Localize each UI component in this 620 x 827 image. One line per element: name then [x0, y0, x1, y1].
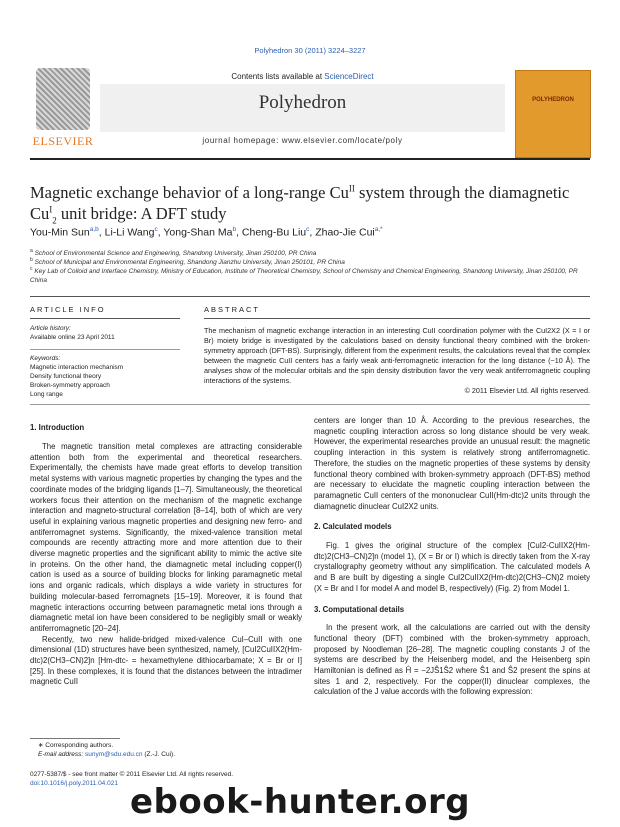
- section-heading-introduction: 1. Introduction: [30, 423, 85, 432]
- body-rule: [30, 404, 590, 405]
- watermark-text: ebook-hunter.org: [130, 782, 471, 822]
- author-name[interactable]: You-Min Sun: [30, 226, 90, 239]
- author-name[interactable]: Zhao-Jie Cui: [315, 226, 375, 239]
- copyright-notice: © 2011 Elsevier Ltd. All rights reserved.: [464, 386, 590, 395]
- author-name[interactable]: Cheng-Bu Liu: [241, 226, 307, 239]
- abstract-rule: [204, 318, 590, 319]
- article-title: Magnetic exchange behavior of a long-range $Cu^{II}$ system through the diamagnetic $Cu^I_2$ unit bridge: A DFT study: [30, 183, 570, 226]
- author-list: You-Min Sun$^{a,b}$, Li-Li Wang$^c$, Yong-Shan Ma$^b$, Cheng-Bu Liu$^c$, Zhao-Jie Cui$^{a,*}$: [30, 226, 383, 239]
- affiliation-c: $^c$ Key Lab of Colloid and Interface Chemistry, Ministry of Education, Institute of Theoretical Chemistry, School of Chemistry and Chemical Engineering, Shandong University, Jinan 250100, PR China: [30, 266, 578, 285]
- journal-homepage[interactable]: journal homepage: www.elsevier.com/locate/poly: [202, 136, 403, 145]
- author-name[interactable]: Li-Li Wang: [104, 226, 155, 239]
- author-name[interactable]: Yong-Shan Ma: [163, 226, 233, 239]
- info-divider: [30, 349, 180, 350]
- affiliation-a: $^a$ School of Environmental Science and Engineering, Shandong University, Jinan 250100, PR China: [30, 248, 317, 258]
- section-heading-models: 2. Calculated models: [314, 522, 392, 532]
- footnote-rule: [30, 738, 120, 739]
- cover-title: POLYHEDRON: [532, 97, 574, 103]
- keyword[interactable]: Broken-symmetry approach: [30, 382, 110, 389]
- elsevier-tree-icon: [36, 68, 90, 130]
- article-info-heading: ARTICLE INFO: [30, 305, 106, 314]
- abstract-heading: ABSTRACT: [204, 305, 261, 314]
- section-rule: [30, 296, 590, 297]
- section-heading-computational: 3. Computational details: [314, 604, 405, 614]
- keyword[interactable]: Long range: [30, 391, 63, 398]
- info-rule: [30, 318, 180, 319]
- abstract-body: The mechanism of magnetic exchange interaction in an interesting CuII coordination polymer with the CuI2X2 (X = I or Br) moiety bridge is investigated by the calculations based on density functional theory combined with the broken-symmetry approach (DFT-BS). Surprisingly, different from the experiment results, the calculations reveal that the complex between the magnetic CuII centers has a fairly weak anti-ferromagnetic interaction for the long distance (~10 Å). The analyses show of the molecular orbitals and the spin density distribution favor the very weak antiferromagnetic coupling interactions of the systems. © 2011 Elsevier Ltd. All rights reserved.: [204, 326, 590, 395]
- keyword[interactable]: Magnetic interaction mechanism: [30, 364, 124, 371]
- elsevier-logo: [30, 68, 96, 154]
- sciencedirect-link[interactable]: ScienceDirect: [324, 72, 374, 81]
- article-history: Article history: Available online 23 April 2011: [30, 325, 115, 341]
- keyword[interactable]: Density functional theory: [30, 373, 102, 380]
- header-rule: [30, 158, 590, 160]
- affiliation-b: $^b$ School of Municipal and Environmental Engineering, Shandong Jianzhu University, Jinan 250101, PR China: [30, 257, 345, 267]
- elsevier-wordmark: ELSEVIER: [32, 134, 94, 148]
- intro-text: The magnetic transition metal complexes are attracting considerable attention both from the experimental and theoretical researchers. Experimentally, the chemists have made great efforts to develop transition metal systems with various magnetic properties by changing the types and the coordinate modes of the bridging ligands [1–7]. Simultaneously, the theoretical workers focus their attention on the mechanism of the magnetic exchange interaction and magneto-structural correlation [8–14], both of which are very useful in explaining various magnetic properties and designing new ferro- and antiferromagnet systems. Significantly, the mixed-valence transition metal compounds are recently attracting more and more attention due to their diverse magnetic properties and the significant ability to mimic the active site in proteins. On the other hand, the diamagnetic metal including copper(I) cation is used as a source of building blocks for linking paramagnetic metal ions and organic radicals, which displays a wide variety in structures for building molecular-based ferromagnets [15–19]. Moreover, it is found that magnetic interactions occurring between paramagnetic metal ions through a diamagnetic metal ion have been considered to be negligibly small or weakly antiferromagnetic [20–24]. Recently, two new halide-bridged mixed-valence CuI–CuII with one dimensional (1D) structures have been synthesized, namely, [CuI2CuIIX2(Hm-dtc)2(CH3–CN)2]n [Hm-dtc- = hexamethylene dithiocarbamate; X = Br or I] [25]. In these complexes, it is found that the distances between the intradimer magnetic CuII: [30, 442, 302, 687]
- doi-link[interactable]: doi:10.1016/j.poly.2011.04.021: [30, 780, 118, 787]
- issn-line: 0277-5387/$ - see front matter © 2011 Elsevier Ltd. All rights reserved.: [30, 771, 234, 778]
- email-link[interactable]: sunym@sdu.edu.cn: [84, 751, 143, 758]
- journal-reference[interactable]: Polyhedron 30 (2011) 3224–3227: [254, 46, 366, 55]
- keywords-block: Keywords: Magnetic interaction mechanism Density functional theory Broken-symmetry approach Long range: [30, 354, 180, 399]
- corresponding-footnote: ∗ Corresponding authors. E-mail address: sunym@sdu.edu.cn (Z.-J. Cui).: [38, 742, 176, 758]
- right-column-text: centers are longer than 10 Å. According to the previous researches, the magnetic coupling interaction across so long distance should be very weak. However, the experimental researches provide an unusual result: the magnetic coupling interaction in this system is relatively strong antiferromagnetic. Therefore, the studies on the magnetic properties of these systems by density functional theory combined with broken-symmetry approach (DFT-BS) method are necessary to elucidate the magnetic coupling interaction between the paramagnetic CuII centers of the mononuclear CuII(Hm-dtc)2 units through the diamagnetic dinuclear CuI2X2 units. 2. Calculated models Fig. 1 gives the original structure of the complex [CuI2-CuIIX2(Hm-dtc)2(CH3–CN)2]n (model 1), (X = Br or I) which is directly taken from the X-ray crystallography geometry without any simplification. The calculated models A and B are built by digesting a single CuI2CuIIX2(Hm-dtc)2(CH3–CN)2 moiety (X = Br and I for model A and model B, respectively) (Fig. 2) from Model 1. 3. Computational details In the present work, all the calculations are carried out with the density functional theory (DFT) combined with the broken-symmetry approach, proposed by Noodleman [26–28]. The magnetic coupling constants J of the systems are described by the Heisenberg model, and the Heisenberg spin Hamiltonian is defined as Ĥ = −2JŜ1Ŝ2 where Ŝ1 and Ŝ2 present the spins at sites 1 and 2, respectively. For the copper(II) dinuclear complexes, the calculation of the J value accords with the following expression:: [314, 416, 590, 697]
- journal-cover-image: [515, 70, 591, 158]
- journal-name: Polyhedron: [258, 92, 347, 113]
- contents-line: Contents lists available at ScienceDirect: [231, 72, 374, 81]
